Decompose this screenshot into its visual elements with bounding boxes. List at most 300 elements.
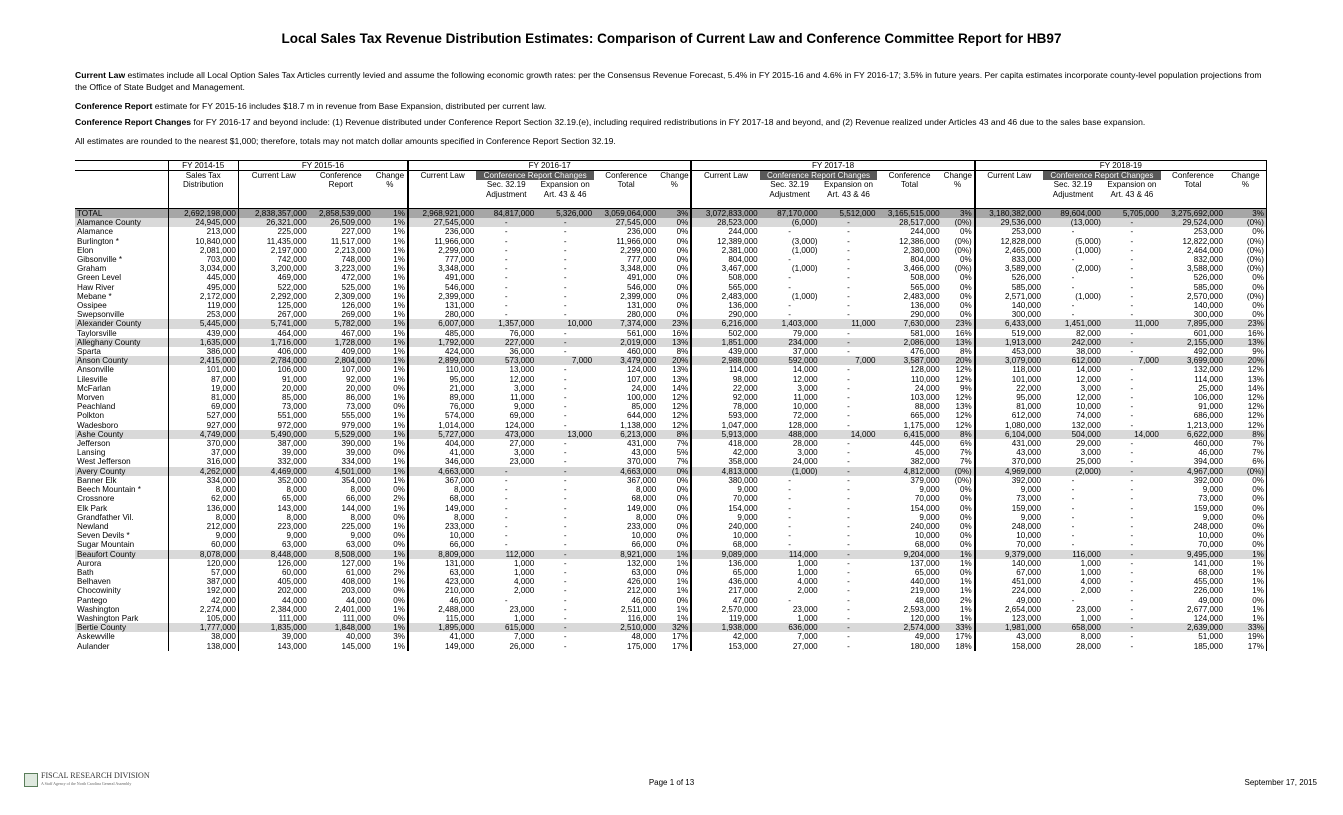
row-label: Swepsonville: [75, 310, 168, 319]
cell-value: 1,000: [797, 558, 818, 568]
spacer: [594, 199, 658, 209]
cell-value: 612,000: [975, 411, 1043, 420]
cell-value: 1,000: [513, 613, 535, 623]
cell-value: -: [476, 467, 536, 476]
cell-value: 114,000: [760, 550, 820, 559]
cell-value: 227,000: [476, 338, 536, 347]
col-pct: %: [658, 180, 691, 189]
cell-value: 445,000: [168, 273, 238, 282]
cell-value: -: [563, 347, 567, 357]
cell-value: 0%: [373, 448, 408, 457]
cell-value: 131,000: [408, 301, 476, 310]
cell-value: 1%: [373, 264, 408, 273]
cell-value: 131,000: [408, 559, 476, 568]
cell-value: 525,000: [341, 282, 371, 292]
cell-value: 27,000: [792, 641, 818, 651]
cell-value: 2,784,000: [238, 356, 308, 365]
cell-value: 47,000: [691, 596, 759, 605]
cell-value: 91,000: [281, 374, 307, 384]
cell-value: 4,469,000: [238, 467, 308, 476]
cell-value: 467,000: [341, 328, 371, 338]
cell-value: 24,000: [792, 457, 818, 467]
blank-header: [408, 190, 476, 199]
cell-value: 10,000: [975, 531, 1043, 540]
cell-value: (2,000): [1043, 467, 1103, 476]
table-row: [75, 586, 1267, 595]
cell-value: 0%: [658, 237, 691, 246]
row-label: Lilesville: [75, 375, 168, 384]
cell-value: 2,465,000: [975, 246, 1043, 255]
cell-value: 49,000: [975, 596, 1043, 605]
cell-value: 10,000: [1198, 531, 1223, 541]
row-label: Aurora: [75, 559, 168, 568]
cell-value: 13%: [1225, 375, 1267, 384]
row-label: Sugar Mountain: [75, 540, 168, 549]
cell-value: 0%: [942, 255, 975, 264]
cell-value: 0%: [658, 246, 691, 255]
cell-value: 7%: [942, 448, 975, 457]
cell-value: 436,000: [691, 577, 759, 586]
col-art: Art. 43 & 46: [543, 189, 587, 199]
row-label: McFarlan: [75, 384, 168, 393]
cell-value: 0%: [942, 568, 975, 577]
cell-value: 0%: [1225, 540, 1267, 549]
cell-value: 561,000: [626, 328, 657, 338]
cell-value: 8,000: [350, 485, 371, 495]
cell-value: 227,000: [341, 227, 371, 237]
blank-header: [75, 190, 168, 199]
cell-value: 2,000: [1080, 586, 1101, 596]
cell-value: 5%: [658, 448, 691, 457]
cell-value: 85,000: [281, 393, 307, 403]
cell-value: 106,000: [277, 365, 307, 375]
cell-value: 149,000: [408, 504, 476, 513]
cell-value: 107,000: [626, 374, 657, 384]
col-conference: Conference: [1171, 171, 1214, 181]
cell-value: 7%: [942, 457, 975, 466]
cell-value: 9,495,000: [1161, 550, 1225, 559]
row-label: Pantego: [75, 596, 168, 605]
table-row: [75, 264, 1267, 273]
cell-value: 6%: [1225, 457, 1267, 466]
cell-value: 24,000: [631, 383, 657, 393]
cell-value: -: [504, 264, 508, 274]
cell-value: 49,000: [914, 632, 940, 642]
cell-value: 460,000: [626, 347, 657, 357]
row-label: Beaufort County: [75, 550, 168, 559]
cell-value: 140,000: [975, 301, 1043, 310]
cell-value: 1,835,000: [238, 623, 308, 632]
col-conference: Conference: [888, 171, 931, 181]
row-label: Banner Elk: [75, 476, 168, 485]
column-header-row: [75, 171, 1267, 181]
cell-value: (3,000): [791, 236, 818, 246]
cell-value: 445,000: [910, 439, 940, 449]
row-label: TOTAL: [75, 209, 168, 219]
cell-value: -: [847, 494, 850, 504]
cell-value: 1%: [373, 246, 408, 255]
cell-value: 12%: [942, 375, 975, 384]
cell-value: 236,000: [626, 227, 657, 237]
cell-value: 1%: [373, 310, 408, 319]
cell-value: 644,000: [626, 411, 657, 421]
cell-value: 76,000: [408, 402, 476, 411]
cell-value: 300,000: [1193, 310, 1223, 320]
cell-value: 12%: [658, 421, 691, 430]
cell-value: -: [1130, 393, 1134, 403]
cell-value: -: [1071, 595, 1075, 605]
cell-value: 665,000: [910, 411, 940, 421]
cell-value: 10,000: [1076, 402, 1101, 412]
cell-value: 451,000: [975, 577, 1043, 586]
cell-value: 0%: [658, 301, 691, 310]
cell-value: 8,000: [350, 512, 371, 522]
blank-header: [75, 171, 168, 181]
cell-value: -: [847, 558, 850, 568]
cell-value: 39,000: [346, 448, 371, 458]
cell-value: 24,945,000: [168, 218, 238, 227]
cell-value: 0%: [658, 568, 691, 577]
cell-value: 132,000: [626, 558, 657, 568]
cell-value: 8,000: [286, 512, 307, 522]
cell-value: -: [563, 521, 567, 531]
cell-value: 89,000: [408, 393, 476, 402]
cell-value: -: [536, 623, 594, 632]
cell-value: 1%: [373, 623, 408, 632]
cell-value: 3,587,000: [877, 356, 941, 365]
cell-value: 4,663,000: [408, 467, 476, 476]
cell-value: 4,000: [797, 577, 818, 587]
cell-value: 127,000: [341, 558, 371, 568]
cell-value: 49,000: [1198, 595, 1223, 605]
cell-value: 1,792,000: [408, 338, 476, 347]
cell-value: 601,000: [1193, 328, 1223, 338]
cell-value: -: [847, 521, 850, 531]
row-label: Washington Park: [75, 614, 168, 623]
cell-value: 73,000: [281, 402, 307, 412]
cell-value: 2,639,000: [1161, 623, 1225, 632]
cell-value: 12%: [1225, 393, 1267, 402]
cell-value: -: [504, 301, 508, 311]
cell-value: 9,000: [919, 485, 940, 495]
cell-value: -: [563, 439, 567, 449]
cell-value: 8,448,000: [238, 550, 308, 559]
cell-value: -: [563, 604, 567, 614]
cell-value: 6,007,000: [408, 319, 476, 328]
cell-value: 3,034,000: [168, 264, 238, 273]
cell-value: 2,019,000: [594, 338, 658, 347]
note-current-law: [75, 69, 1270, 93]
cell-value: 2,692,198,000: [168, 209, 238, 219]
cell-value: -: [788, 282, 791, 292]
table-row: [75, 531, 1267, 540]
cell-value: 9,204,000: [877, 550, 941, 559]
cell-value: 592,000: [760, 356, 820, 365]
cell-value: 358,000: [691, 457, 759, 466]
cell-value: -: [1130, 577, 1134, 587]
cell-value: -: [563, 457, 567, 467]
cell-value: 0%: [373, 485, 408, 494]
cell-value: 3,699,000: [1161, 356, 1225, 365]
cell-value: 12%: [942, 393, 975, 402]
cell-value: 84,817,000: [476, 209, 536, 219]
col-pct: %: [1225, 180, 1267, 189]
cell-value: 1%: [373, 393, 408, 402]
cell-value: 28,000: [1076, 641, 1101, 651]
cell-value: -: [504, 595, 508, 605]
cell-value: 43,000: [975, 448, 1043, 457]
cell-value: 253,000: [975, 227, 1043, 236]
cell-value: 111,000: [278, 613, 307, 623]
cell-value: 0%: [1225, 283, 1267, 292]
blank-header: [658, 190, 691, 199]
cell-value: -: [847, 383, 850, 393]
col-crc: Conference Report Changes: [1043, 171, 1161, 181]
cell-value: 1,913,000: [975, 338, 1043, 347]
cell-value: (0%): [1225, 218, 1267, 227]
cell-value: 8,000: [408, 513, 476, 522]
cell-value: 504,000: [1043, 430, 1103, 439]
cell-value: 123,000: [975, 614, 1043, 623]
cell-value: 8,809,000: [408, 550, 476, 559]
cell-value: 16%: [658, 329, 691, 338]
cell-value: -: [820, 218, 878, 227]
cell-value: 3,467,000: [691, 264, 759, 273]
cell-value: -: [788, 531, 791, 541]
cell-value: 473,000: [476, 430, 536, 439]
spacer: [691, 199, 759, 209]
cell-value: 43,000: [975, 632, 1043, 641]
cell-value: 0%: [1225, 476, 1267, 485]
cell-value: 0%: [658, 264, 691, 273]
row-label: Green Level: [75, 273, 168, 282]
page-number: Page 1 of 13: [648, 778, 695, 787]
cell-value: 1%: [942, 614, 975, 623]
cell-value: 300,000: [975, 310, 1043, 319]
cell-value: 101,000: [168, 365, 238, 374]
row-label: Seven Devils *: [75, 531, 168, 540]
cell-value: 132,000: [1071, 420, 1101, 430]
cell-value: 8,000: [168, 513, 238, 522]
cell-value: 316,000: [168, 457, 238, 466]
cell-value: 2,000: [513, 586, 535, 596]
cell-value: 89,604,000: [1043, 209, 1103, 219]
cell-value: 332,000: [277, 457, 307, 467]
cell-value: 140,000: [975, 559, 1043, 568]
cell-value: 233,000: [626, 521, 657, 531]
cell-value: 13%: [658, 375, 691, 384]
cell-value: 3,275,692,000: [1161, 209, 1225, 219]
cell-value: 7%: [1225, 439, 1267, 448]
cell-value: 472,000: [341, 273, 371, 283]
cell-value: 0%: [1225, 513, 1267, 522]
cell-value: 346,000: [408, 457, 476, 466]
cell-value: 5,445,000: [168, 319, 238, 328]
cell-value: 126,000: [341, 301, 371, 311]
cell-value: 116,000: [627, 613, 657, 623]
row-label: Alamance: [75, 227, 168, 236]
cell-value: 51,000: [1198, 632, 1223, 642]
cell-value: 1,080,000: [975, 421, 1043, 430]
cell-value: 0%: [942, 283, 975, 292]
cell-value: 4,000: [1080, 577, 1101, 587]
cell-value: 9,000: [975, 485, 1043, 494]
cell-value: 26,321,000: [238, 218, 308, 227]
col-expansion: Expansion on: [540, 180, 590, 190]
cell-value: -: [1130, 402, 1134, 412]
cell-value: 439,000: [168, 329, 238, 338]
cell-value: 3%: [373, 632, 408, 641]
cell-value: 3,588,000: [1186, 264, 1223, 274]
cell-value: 66,000: [346, 494, 371, 504]
cell-value: 2,988,000: [691, 356, 759, 365]
cell-value: -: [563, 282, 567, 292]
cell-value: 367,000: [626, 475, 657, 485]
cell-value: 242,000: [1043, 338, 1103, 347]
cell-value: -: [847, 586, 850, 596]
spacer: [75, 199, 168, 209]
cell-value: 2,511,000: [620, 604, 657, 614]
cell-value: -: [1130, 236, 1134, 246]
blank-header: [75, 180, 168, 189]
cell-value: 8%: [942, 347, 975, 356]
cell-value: 387,000: [277, 439, 307, 449]
cell-value: -: [563, 245, 567, 255]
cell-value: 2,299,000: [408, 246, 476, 255]
cell-value: 10,000: [914, 531, 940, 541]
cell-value: -: [1071, 273, 1075, 283]
cell-value: 464,000: [277, 328, 307, 338]
cell-value: 7,374,000: [594, 319, 658, 328]
cell-value: -: [847, 475, 850, 485]
cell-value: 13%: [658, 338, 691, 347]
cell-value: 1%: [658, 605, 691, 614]
cell-value: -: [820, 467, 878, 476]
cell-value: 1%: [1225, 605, 1267, 614]
cell-value: 2,381,000: [691, 246, 759, 255]
cell-value: 1%: [658, 614, 691, 623]
cell-value: 8%: [658, 430, 691, 439]
cell-value: 8,000: [286, 485, 307, 495]
cell-value: -: [847, 604, 850, 614]
row-label: Sparta: [75, 347, 168, 356]
cell-value: (0%): [1225, 264, 1267, 273]
table-row: [75, 577, 1267, 586]
cell-value: 440,000: [910, 577, 940, 587]
col-change: Change: [1225, 171, 1267, 181]
cell-value: 203,000: [341, 586, 371, 596]
cell-value: 37,000: [168, 448, 238, 457]
cell-value: 41,000: [408, 448, 476, 457]
cell-value: 4,262,000: [168, 467, 238, 476]
cell-value: 2,000: [797, 586, 818, 596]
cell-value: 2,574,000: [877, 623, 941, 632]
note-conference-report: [75, 100, 1270, 112]
column-header-row-2: [75, 180, 1267, 189]
cell-value: 9%: [1225, 347, 1267, 356]
cell-value: 1%: [942, 559, 975, 568]
cell-value: -: [563, 420, 567, 430]
cell-value: 3,200,000: [270, 264, 307, 274]
cell-value: -: [820, 338, 878, 347]
cell-value: 1%: [373, 476, 408, 485]
cell-value: 60,000: [281, 567, 307, 577]
row-label: Chocowinity: [75, 586, 168, 595]
note-conference-changes: [75, 116, 1270, 128]
cell-value: 1,895,000: [408, 623, 476, 632]
cell-value: 8,000: [408, 485, 476, 494]
cell-value: 149,000: [626, 503, 657, 513]
cell-value: 405,000: [277, 577, 307, 587]
cell-value: 0%: [942, 227, 975, 236]
cell-value: 7,895,000: [1161, 319, 1225, 328]
cell-value: 927,000: [168, 421, 238, 430]
cell-value: 555,000: [341, 411, 371, 421]
cell-value: 0%: [942, 301, 975, 310]
cell-value: 9,000: [691, 513, 759, 522]
cell-value: 132,000: [1193, 365, 1223, 375]
cell-value: 5,913,000: [691, 430, 759, 439]
county-row: [75, 338, 1267, 347]
cell-value: 2,155,000: [1161, 338, 1225, 347]
cell-value: -: [788, 255, 791, 265]
cell-value: 103,000: [910, 393, 940, 403]
col-adjustment: Adjustment: [485, 189, 527, 199]
cell-value: 8,000: [1080, 632, 1101, 642]
cell-value: 0%: [942, 513, 975, 522]
year-header: FY 2015-16: [238, 161, 408, 171]
cell-value: 128,000: [788, 420, 818, 430]
cell-value: 1%: [1225, 577, 1267, 586]
cell-value: 1,635,000: [168, 338, 238, 347]
cell-value: -: [1071, 301, 1075, 311]
cell-value: -: [1071, 255, 1075, 265]
cell-value: -: [847, 567, 850, 577]
cell-value: -: [563, 485, 567, 495]
cell-value: -: [536, 338, 594, 347]
cell-value: 1%: [373, 273, 408, 282]
cell-value: 12,000: [1076, 374, 1101, 384]
cell-value: 6,213,000: [594, 430, 658, 439]
cell-value: 565,000: [691, 283, 759, 292]
cell-value: -: [1130, 512, 1134, 522]
cell-value: 267,000: [277, 310, 307, 320]
cell-value: 12%: [1225, 411, 1267, 420]
logo-subtext: A Staff Agency of the North Carolina General Assembly: [41, 781, 132, 786]
blank-header: [1225, 190, 1267, 199]
cell-value: 79,000: [792, 328, 818, 338]
cell-value: 386,000: [168, 347, 238, 356]
col-sec: Sec. 32.19: [770, 180, 809, 190]
cell-value: -: [1130, 448, 1134, 458]
cell-value: -: [563, 595, 567, 605]
cell-value: -: [1130, 264, 1134, 274]
cell-value: 379,000: [910, 475, 940, 485]
cell-value: 226,000: [1193, 586, 1223, 596]
cell-value: 1,848,000: [309, 623, 373, 632]
spacer: [942, 199, 975, 209]
cell-value: 116,000: [1043, 550, 1103, 559]
cell-value: 2,213,000: [334, 245, 371, 255]
cell-value: 574,000: [408, 411, 476, 420]
cell-value: 140,000: [1193, 301, 1223, 311]
cell-value: 491,000: [626, 273, 657, 283]
cell-value: 0%: [1225, 522, 1267, 531]
cell-value: 73,000: [346, 402, 371, 412]
cell-value: 546,000: [626, 282, 657, 292]
cell-value: 38,000: [168, 632, 238, 641]
cell-value: 1%: [658, 577, 691, 586]
